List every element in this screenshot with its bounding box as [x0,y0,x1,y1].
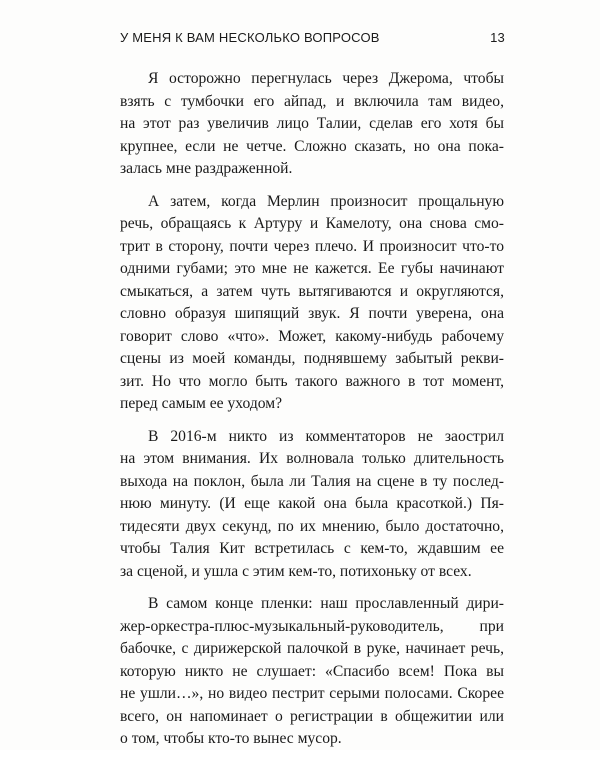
text-line: смыкаться, а затем чуть вытягиваются и округляются, [120,282,504,300]
text-line: трит в сторону, почти через плечо. И произносит что-то [120,237,504,255]
paragraph-3 [120,426,504,584]
text-line: на этом внимания. Их волновала только длительность [120,450,504,467]
text-line: выхода на поклон, была ли Талия на сцене в ту послед- [120,472,504,490]
text-line: чтобы Талия Кит встретилась с кем-то, ждавшим ее [120,540,504,557]
text-line: А затем, когда Мерлин произносит прощальную [148,192,504,210]
text-line: тидесяти двух секунд, по их мнению, было достаточно, [120,517,504,535]
text-line: не ушли…», но видео пестрит серыми полосами. Скорее [120,685,504,702]
text-line: бабочке, с дирижерской палочкой в руке, начинает речь, [120,640,504,657]
text-line: нюю минуту. (И еще какой она была красоткой.) Пя- [120,495,504,512]
text-line: о том, чтобы кто-то вынес мусор. [120,730,342,747]
text-line: всего, он напоминает о регистрации в общежитии или [120,707,504,725]
text-line: крупнее, если не четче. Сложно сказать, но она пока- [120,137,504,155]
paragraph-2 [120,191,504,416]
text-line: перед самым ее уходом? [120,395,283,412]
text-line: одними губами; это мне не кажется. Ее губы начинают [120,260,504,277]
text-line: за сценой, и ушла с этим кем-то, потихоньку от всех. [120,562,472,580]
text-line: словно образуя шипящий звук. Я почти уверена, она [120,305,504,322]
text-line: залась мне раздраженной. [120,160,293,177]
text-line: которую никто не слушает: «Спасибо всем! Пока вы [120,662,504,680]
body-text [120,68,504,761]
text-line: на этот раз увеличив лицо Талии, сделав его хотя бы [120,115,504,132]
text-line: сцены из моей команды, поднявшему забытый рекви- [120,350,504,367]
paragraph-1 [120,68,504,181]
text-line: говорит слово «что». Может, какому-нибудь рабочему [120,327,504,345]
page-number: 13 [490,30,505,45]
text-line: жер-оркестра-плюс-музыкальный-руководитель, при [120,617,504,635]
paragraph-4 [120,593,504,751]
text-line: В самом конце пленки: наш прославленный дири- [148,595,504,612]
running-header [120,30,505,45]
text-line: зит. Но что могло быть такого важного в тот момент, [120,372,504,390]
text-line: взять с тумбочки его айпад, и включила там видео, [120,92,504,110]
text-line: Я осторожно перегнулась через Джерома, чтобы [148,70,504,87]
running-title: У МЕНЯ К ВАМ НЕСКОЛЬКО ВОПРОСОВ [120,30,380,45]
text-line: речь, обращаясь к Артуру и Камелоту, она снова смо- [120,215,504,232]
text-line: В 2016-м никто из комментаторов не заострил [148,427,504,445]
